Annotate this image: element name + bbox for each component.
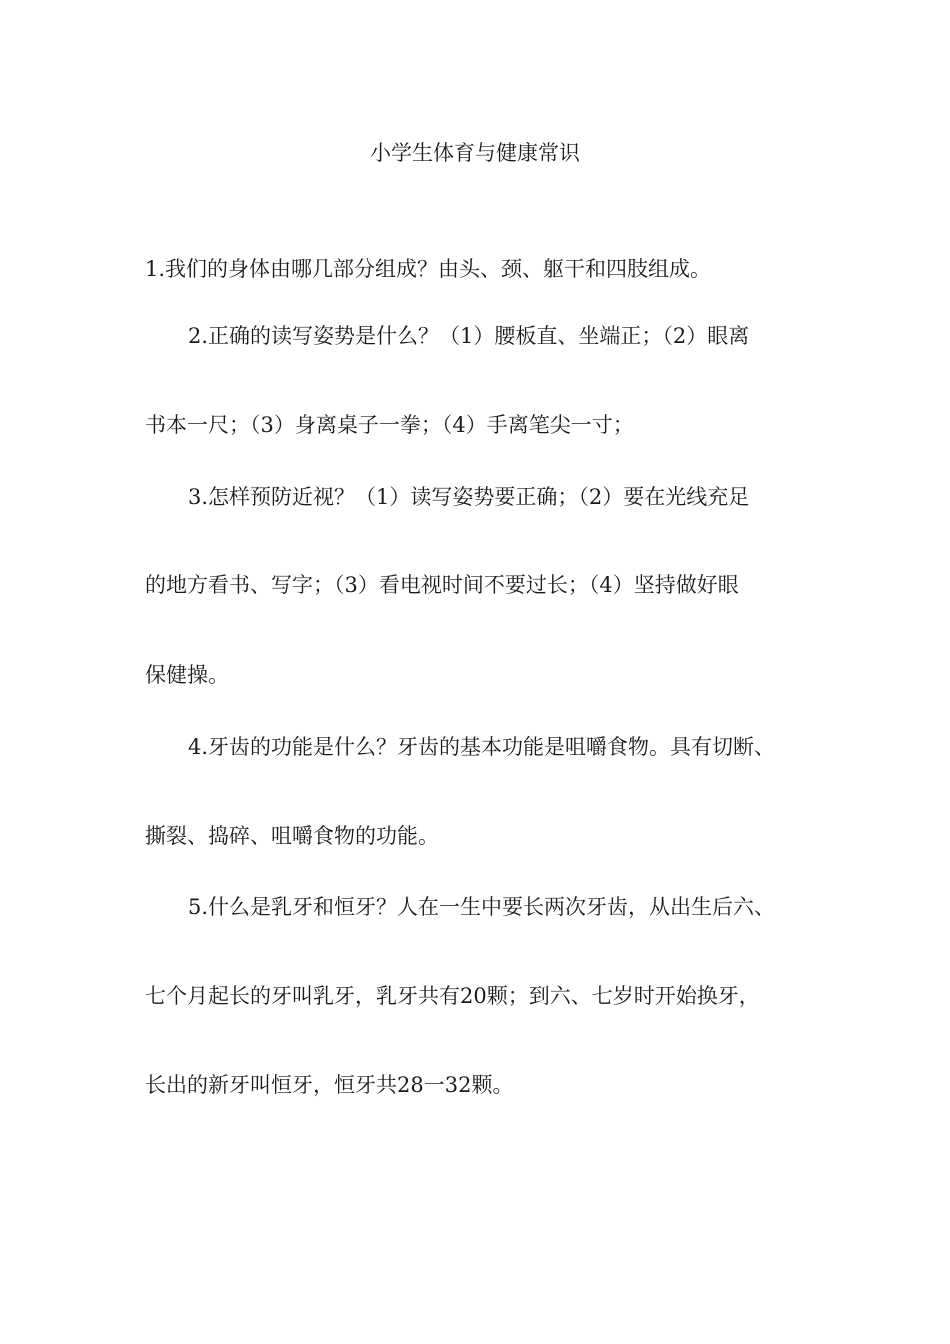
text-line-q3: 3.怎样预防近视？（1）读写姿势要正确；（2）要在光线充足: [188, 485, 750, 509]
text-line-q5-cont-1: 七个月起长的牙叫乳牙，乳牙共有20颗；到六、七岁时开始换牙，: [145, 984, 760, 1008]
text-line-q1: 1.我们的身体由哪几部分组成？由头、颈、躯干和四肢组成。: [145, 257, 712, 281]
document-title: 小学生体育与健康常识: [370, 141, 580, 165]
text-line-q5: 5.什么是乳牙和恒牙？人在一生中要长两次牙齿，从出生后六、: [188, 895, 776, 919]
text-line-q2-cont: 书本一尺；（3）身离桌子一拳；（4）手离笔尖一寸；: [145, 413, 634, 437]
text-line-q2: 2.正确的读写姿势是什么？（1）腰板直、坐端正；（2）眼离: [188, 324, 750, 348]
text-line-q3-cont-1: 的地方看书、写字；（3）看电视时间不要过长；（4）坚持做好眼: [145, 573, 739, 597]
text-line-q3-cont-2: 保健操。: [145, 663, 229, 687]
text-line-q4: 4.牙齿的功能是什么？牙齿的基本功能是咀嚼食物。具有切断、: [188, 735, 776, 759]
text-line-q4-cont: 撕裂、捣碎、咀嚼食物的功能。: [145, 824, 439, 848]
text-line-q5-cont-2: 长出的新牙叫恒牙，恒牙共28一32颗。: [145, 1073, 514, 1097]
